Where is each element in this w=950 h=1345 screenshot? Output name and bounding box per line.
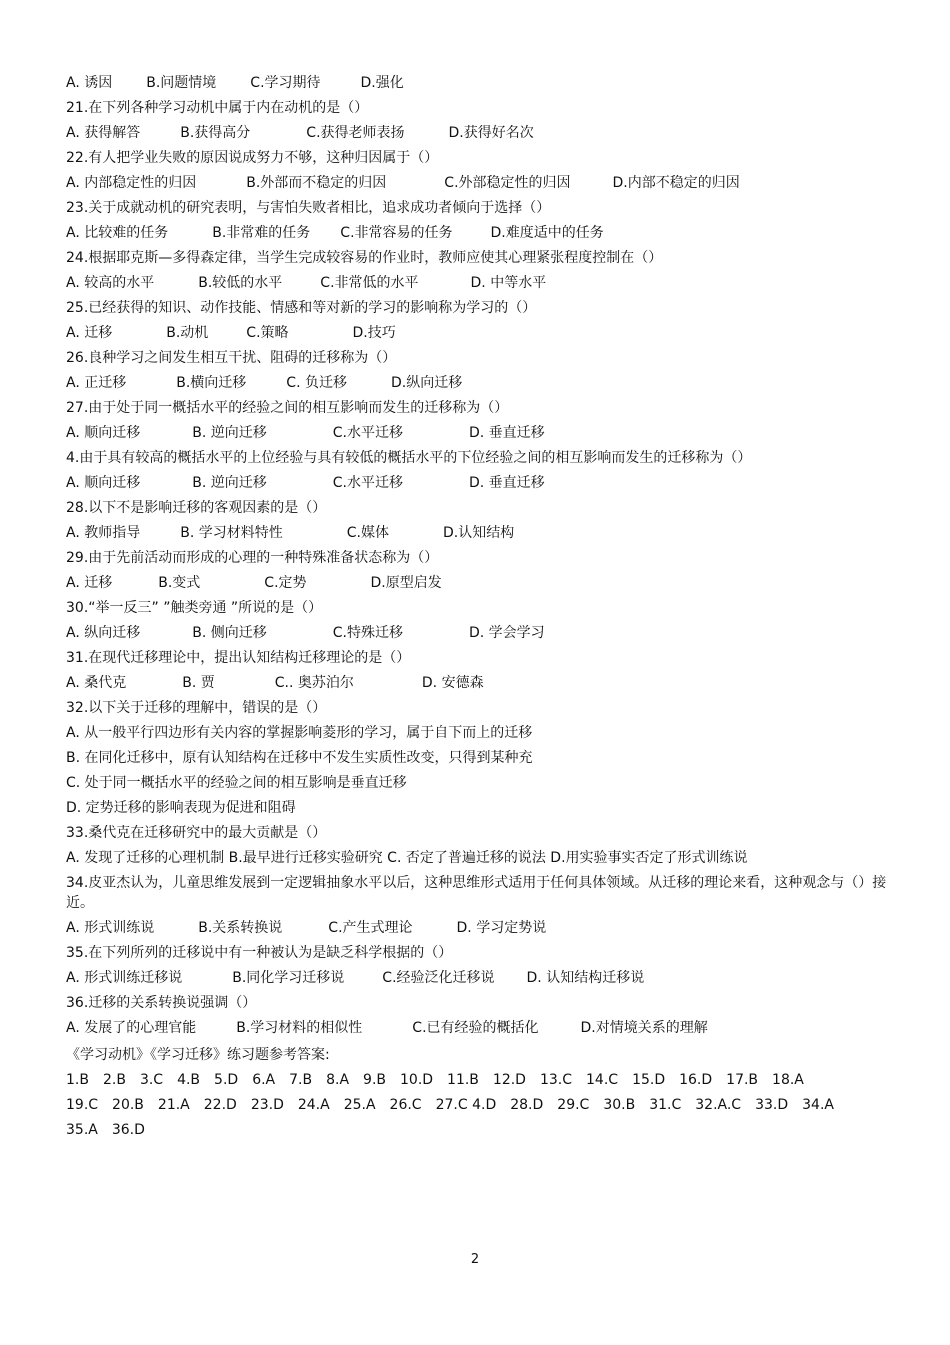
answer-item: 30.B bbox=[603, 1097, 636, 1113]
option-row bbox=[66, 423, 896, 448]
answer-item: 14.C bbox=[586, 1072, 619, 1088]
option-row bbox=[66, 73, 896, 98]
option-item: A. 发展了的心理官能 bbox=[66, 1020, 197, 1036]
option-item: B.横向迁移 bbox=[176, 375, 247, 391]
option-item: D.纵向迁移 bbox=[390, 375, 463, 391]
option-row bbox=[66, 173, 896, 198]
question-text: D. 定势迁移的影响表现为促进和阻碍 bbox=[66, 800, 296, 816]
option-item: B. 学习材料特性 bbox=[180, 525, 283, 541]
option-item: C.水平迁移 bbox=[332, 475, 403, 491]
option-row bbox=[66, 968, 896, 993]
question-text: 25.已经获得的知识、动作技能、情感和等对新的学习的影响称为学习的（） bbox=[66, 300, 537, 316]
answer-item: 27.C 4.D bbox=[435, 1097, 497, 1113]
option-item: C.产生式理论 bbox=[328, 920, 413, 936]
answer-item: 12.D bbox=[492, 1072, 526, 1088]
answer-item: 1.B bbox=[66, 1072, 89, 1088]
option-item: B. 侧向迁移 bbox=[192, 625, 267, 641]
option-row bbox=[66, 123, 896, 148]
question-text: 31.在现代迁移理论中，提出认知结构迁移理论的是（） bbox=[66, 650, 411, 666]
question-text: C. 处于同一概括水平的经验之间的相互影响是垂直迁移 bbox=[66, 775, 407, 791]
option-item: B.关系转换说 bbox=[198, 920, 283, 936]
option-item: C.媒体 bbox=[346, 525, 389, 541]
option-item: D. 垂直迁移 bbox=[468, 425, 545, 441]
option-item: A. 形式训练说 bbox=[66, 920, 155, 936]
answer-row bbox=[66, 1070, 896, 1095]
option-item: A. 诱因 bbox=[66, 75, 113, 91]
option-item: A. 形式训练迁移说 bbox=[66, 970, 183, 986]
answer-item: 19.C bbox=[66, 1097, 99, 1113]
answer-item: 18.A bbox=[772, 1072, 804, 1088]
option-item: A. 迁移 bbox=[66, 575, 113, 591]
question-text: 29.由于先前活动而形成的心理的一种特殊准备状态称为（） bbox=[66, 550, 439, 566]
option-item: B. 贾 bbox=[182, 675, 215, 691]
option-item: D. 垂直迁移 bbox=[468, 475, 545, 491]
answer-item: 13.C bbox=[539, 1072, 573, 1088]
answer-item: 22.D bbox=[203, 1097, 237, 1113]
option-item: A. 教师指导 bbox=[66, 525, 141, 541]
question-text: B. 在同化迁移中，原有认知结构在迁移中不发生实质性改变，只得到某种充 bbox=[66, 750, 533, 766]
answer-item: 26.C bbox=[389, 1097, 422, 1113]
answer-item: 25.A bbox=[343, 1097, 376, 1113]
answer-item: 34.A bbox=[802, 1097, 834, 1113]
option-item: A. 内部稳定性的归因 bbox=[66, 175, 197, 191]
option-item: C.定势 bbox=[264, 575, 307, 591]
option-item: A. 比较难的任务 bbox=[66, 225, 169, 241]
answer-item: 8.A bbox=[326, 1072, 350, 1088]
option-item: D.获得好名次 bbox=[448, 125, 534, 141]
option-item: A. 顺向迁移 bbox=[66, 475, 141, 491]
answer-item: 36.D bbox=[111, 1122, 145, 1138]
option-item: B. 逆向迁移 bbox=[192, 425, 267, 441]
answer-item: 21.A bbox=[157, 1097, 190, 1113]
option-item: A. 获得解答 bbox=[66, 125, 141, 141]
option-item: D. 安德森 bbox=[421, 675, 484, 691]
option-item: D. 认知结构迁移说 bbox=[526, 970, 645, 986]
question-text: 35.在下列所列的迁移说中有一种被认为是缺乏科学根据的（） bbox=[66, 945, 453, 961]
answer-item: 7.B bbox=[289, 1072, 313, 1088]
option-item: C.获得老师表扬 bbox=[306, 125, 405, 141]
option-item: C.水平迁移 bbox=[332, 425, 403, 441]
answer-item: 15.D bbox=[632, 1072, 666, 1088]
option-row bbox=[66, 373, 896, 398]
answer-item: 31.C bbox=[649, 1097, 682, 1113]
answer-row bbox=[66, 1095, 896, 1120]
question-text: 4.由于具有较高的概括水平的上位经验与具有较低的概括水平的下位经验之间的相互影响而发生的迁移称为（） bbox=[66, 450, 752, 466]
answer-item: 23.D bbox=[250, 1097, 284, 1113]
answer-item: 9.B bbox=[363, 1072, 386, 1088]
question-text: 22.有人把学业失败的原因说成努力不够，这种归因属于（） bbox=[66, 150, 439, 166]
option-item: D.认知结构 bbox=[442, 525, 515, 541]
answer-item: 11.B bbox=[447, 1072, 479, 1088]
option-item: D.原型启发 bbox=[370, 575, 442, 591]
question-text: 33.桑代克在迁移研究中的最大贡献是（） bbox=[66, 825, 327, 841]
option-item: B.外部而不稳定的归因 bbox=[246, 175, 387, 191]
option-item: D. 中等水平 bbox=[470, 275, 547, 291]
option-item: D. 学会学习 bbox=[468, 625, 545, 641]
question-text: 21.在下列各种学习动机中属于内在动机的是（） bbox=[66, 100, 369, 116]
answer-row bbox=[66, 1120, 896, 1145]
answer-item: 35.A bbox=[66, 1122, 98, 1138]
question-text: 28.以下不是影响迁移的客观因素的是（） bbox=[66, 500, 327, 516]
option-row bbox=[66, 223, 896, 248]
answer-item: 32.A.C bbox=[695, 1097, 742, 1113]
option-item: D. 学习定势说 bbox=[456, 920, 547, 936]
option-item: B.同化学习迁移说 bbox=[232, 970, 345, 986]
option-item: C. 负迁移 bbox=[286, 375, 347, 391]
option-item: D.强化 bbox=[360, 75, 404, 91]
option-item: D.技巧 bbox=[352, 325, 396, 341]
option-row bbox=[66, 573, 896, 598]
answers-title: 《学习动机》《学习迁移》练习题参考答案: bbox=[66, 1047, 330, 1063]
option-row bbox=[66, 473, 896, 498]
option-item: B.动机 bbox=[166, 325, 209, 341]
option-item: C.经验泛化迁移说 bbox=[382, 970, 495, 986]
answer-item: 17.B bbox=[726, 1072, 759, 1088]
option-row bbox=[66, 323, 896, 348]
answer-item: 33.D bbox=[755, 1097, 789, 1113]
answer-item: 2.B bbox=[102, 1072, 126, 1088]
option-item: C.特殊迁移 bbox=[332, 625, 403, 641]
option-item: A. 较高的水平 bbox=[66, 275, 155, 291]
option-item: A. 顺向迁移 bbox=[66, 425, 141, 441]
option-item: A. 纵向迁移 bbox=[66, 625, 141, 641]
answer-item: 28.D bbox=[510, 1097, 544, 1113]
option-row bbox=[66, 623, 896, 648]
option-item: C.非常容易的任务 bbox=[340, 225, 453, 241]
question-text: 34.皮亚杰认为，儿童思维发展到一定逻辑抽象水平以后，这种思维形式适用于任何具体领域。从迁移的理论来看，这种观念与（）接近。 bbox=[66, 875, 887, 911]
option-item: D.对情境关系的理解 bbox=[580, 1020, 708, 1036]
answer-key bbox=[66, 1070, 896, 1145]
option-item: B.变式 bbox=[158, 575, 201, 591]
question-text: 23.关于成就动机的研究表明，与害怕失败者相比，追求成功者倾向于选择（） bbox=[66, 200, 551, 216]
option-item: C.策略 bbox=[246, 325, 289, 341]
question-text: A. 从一般平行四边形有关内容的掌握影响菱形的学习，属于自下而上的迁移 bbox=[66, 725, 533, 741]
option-item: C.非常低的水平 bbox=[320, 275, 419, 291]
option-item: D.难度适中的任务 bbox=[490, 225, 604, 241]
answer-item: 3.C bbox=[139, 1072, 164, 1088]
option-item: A. 桑代克 bbox=[66, 675, 127, 691]
question-text: 24.根据耶克斯—多得森定律，当学生完成较容易的作业时，教师应使其心理紧张程度控制在（） bbox=[66, 250, 663, 266]
answer-item: 20.B bbox=[112, 1097, 144, 1113]
answer-item: 29.C bbox=[557, 1097, 590, 1113]
answer-item: 24.A bbox=[297, 1097, 330, 1113]
question-text: 26.良种学习之间发生相互干扰、阻碍的迁移称为（） bbox=[66, 350, 397, 366]
option-item: B.较低的水平 bbox=[198, 275, 283, 291]
option-row bbox=[66, 1018, 896, 1043]
option-item: B.获得高分 bbox=[180, 125, 251, 141]
option-item: A. 正迁移 bbox=[66, 375, 127, 391]
answer-item: 4.B bbox=[177, 1072, 201, 1088]
question-text: A. 发现了迁移的心理机制 B.最早进行迁移实验研究 C. 否定了普遍迁移的说法 D.用实验事实否定了形式训练说 bbox=[66, 850, 748, 866]
exercise-content bbox=[66, 73, 896, 1145]
question-text: 36.迁移的关系转换说强调（） bbox=[66, 995, 257, 1011]
answer-item: 6.A bbox=[252, 1072, 276, 1088]
answer-item: 16.D bbox=[679, 1072, 713, 1088]
option-item: C.外部稳定性的归因 bbox=[444, 175, 571, 191]
question-text: 30.“举一反三” ”触类旁通 ”所说的是（） bbox=[66, 600, 323, 616]
answer-item: 10.D bbox=[400, 1072, 434, 1088]
option-row bbox=[66, 673, 896, 698]
option-item: B.非常难的任务 bbox=[212, 225, 311, 241]
option-item: C.学习期待 bbox=[250, 75, 321, 91]
option-row bbox=[66, 918, 896, 943]
option-item: B. 逆向迁移 bbox=[192, 475, 267, 491]
option-item: D.内部不稳定的归因 bbox=[612, 175, 740, 191]
option-item: C.. 奥苏泊尔 bbox=[274, 675, 354, 691]
option-row bbox=[66, 273, 896, 298]
option-item: B.学习材料的相似性 bbox=[236, 1020, 363, 1036]
question-text: 32.以下关于迁移的理解中，错误的是（） bbox=[66, 700, 327, 716]
question-text: 27.由于处于同一概括水平的经验之间的相互影响而发生的迁移称为（） bbox=[66, 400, 509, 416]
answer-item: 5.D bbox=[214, 1072, 239, 1088]
option-row bbox=[66, 523, 896, 548]
option-item: A. 迁移 bbox=[66, 325, 113, 341]
option-item: B.问题情境 bbox=[146, 75, 217, 91]
page-number: 2 bbox=[470, 1252, 480, 1267]
option-item: C.已有经验的概括化 bbox=[412, 1020, 539, 1036]
